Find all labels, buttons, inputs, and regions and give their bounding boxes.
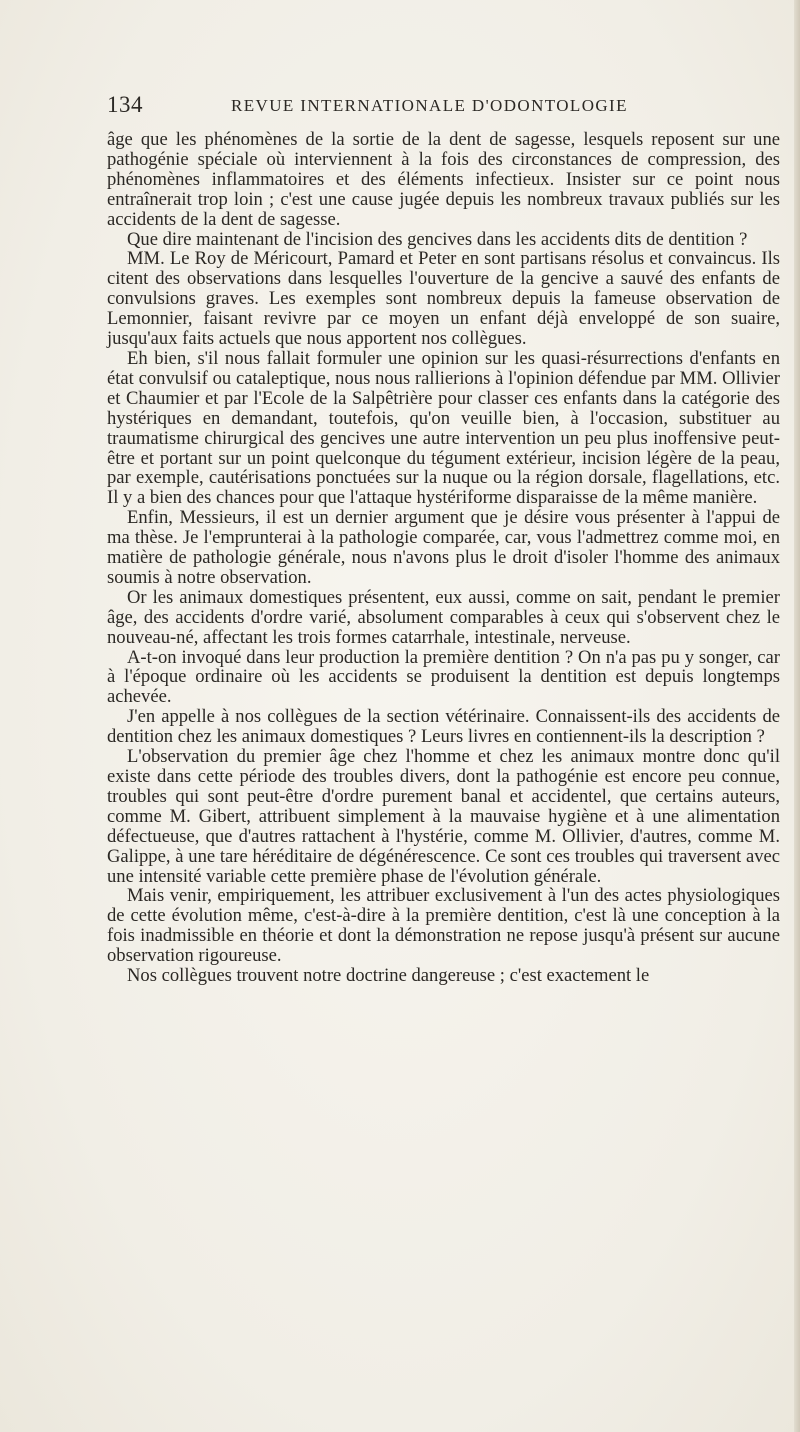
paragraph: âge que les phénomènes de la sortie de la dent de sagesse, lesquels reposent sur une pathogénie spéciale où interviennent à la fois des circonstances de compression, des phénomènes inflammatoires et des éléments infectieux. Insister sur ce point nous entraînerait trop loin ; c'est une cause jugée depuis les nombreux travaux publiés sur les accidents de la dent de sagesse. xyxy=(107,129,780,230)
paragraph: Mais venir, empiriquement, les attribuer exclusivement à l'un des actes physiologiques de cette évolution même, c'est-à-dire à la première dentition, c'est là une conception à la fois inadmissible en théorie et dont la démonstration ne repose jusqu'à présent sur aucune observation rigoureuse. xyxy=(107,885,780,967)
paragraph: J'en appelle à nos collègues de la section vétérinaire. Connaissent-ils des accidents de dentition chez les animaux domestiques ? Leurs livres en contiennent-ils la description ? xyxy=(107,706,780,748)
paragraph: Eh bien, s'il nous fallait formuler une opinion sur les quasi-résurrections d'enfants en état convulsif ou cataleptique, nous nous rallierions à l'opinion défendue par MM. Ollivier et Chaumier et par l'Ecole de la Salpêtrière pour classer ces enfants dans la catégorie des hystériques en demandant, toutefois, qu'on veuille bien, à l'occasion, substituer au traumatisme chirurgical des gencives une autre intervention un peu plus inoffensive peut-être et portant sur un point quelconque du tégument extérieur, incision légère de la peau, par exemple, cautérisations ponctuées sur la nuque ou la région dorsale, flagellations, etc. Il y a bien des chances pour que l'attaque hystériforme disparaisse de la même manière. xyxy=(107,347,780,509)
paragraph: Or les animaux domestiques présentent, eux aussi, comme on sait, pendant le premier âge, des accidents d'ordre varié, absolument comparables à ceux qui s'observent chez le nouveau-né, affectant les trois formes catarrhale, intestinale, nerveuse. xyxy=(107,586,780,648)
paragraph: Que dire maintenant de l'incision des gencives dans les accidents dits de dentition ? xyxy=(127,228,748,250)
page-header xyxy=(107,92,777,122)
paragraph: Enfin, Messieurs, il est un dernier argument que je désire vous présenter à l'appui de ma thèse. Je l'emprunterai à la pathologie comparée, car, vous l'admettrez comme moi, en matière de pathologie générale, nous n'avons plus le droit d'isoler l'homme des animaux soumis à notre observation. xyxy=(107,507,780,588)
running-title: REVUE INTERNATIONALE D'ODONTOLOGIE xyxy=(231,96,628,115)
article-body xyxy=(107,130,780,986)
paragraph: Nos collègues trouvent notre doctrine dangereuse ; c'est exactement le xyxy=(127,965,650,987)
paragraph: L'observation du premier âge chez l'homme et chez les animaux montre donc qu'il existe dans cette période des troubles divers, dont la pathogénie est encore peu connue, troubles qui sont peut-être d'ordre purement banal et accidentel, que certains auteurs, comme M. Gibert, attribuent simplement à la mauvaise hygiène et à une alimentation défectueuse, que d'autres rattachent à l'hystérie, comme M. Ollivier, d'autres, comme M. Galippe, à une tare héréditaire de dégénérescence. Ce sont ces troubles qui traversent avec une intensité variable cette première phase de l'évolution générale. xyxy=(107,746,780,887)
page-edge-shadow xyxy=(794,0,800,1432)
paragraph: A-t-on invoqué dans leur production la première dentition ? On n'a pas pu y songer, car à l'époque ordinaire où les accidents se produisent la dentition est depuis longtemps achevée. xyxy=(107,646,780,708)
paragraph: MM. Le Roy de Méricourt, Pamard et Peter en sont partisans résolus et convaincus. Ils citent des observations dans lesquelles l'ouverture de la gencive a sauvé des enfants de convulsions graves. Les exemples sont nombreux depuis la fameuse observation de Lemonnier, faisant revivre par ce moyen un enfant déjà enveloppé de son suaire, jusqu'aux faits actuels que nous apportent nos collègues. xyxy=(107,248,780,350)
page-number: 134 xyxy=(107,92,143,117)
